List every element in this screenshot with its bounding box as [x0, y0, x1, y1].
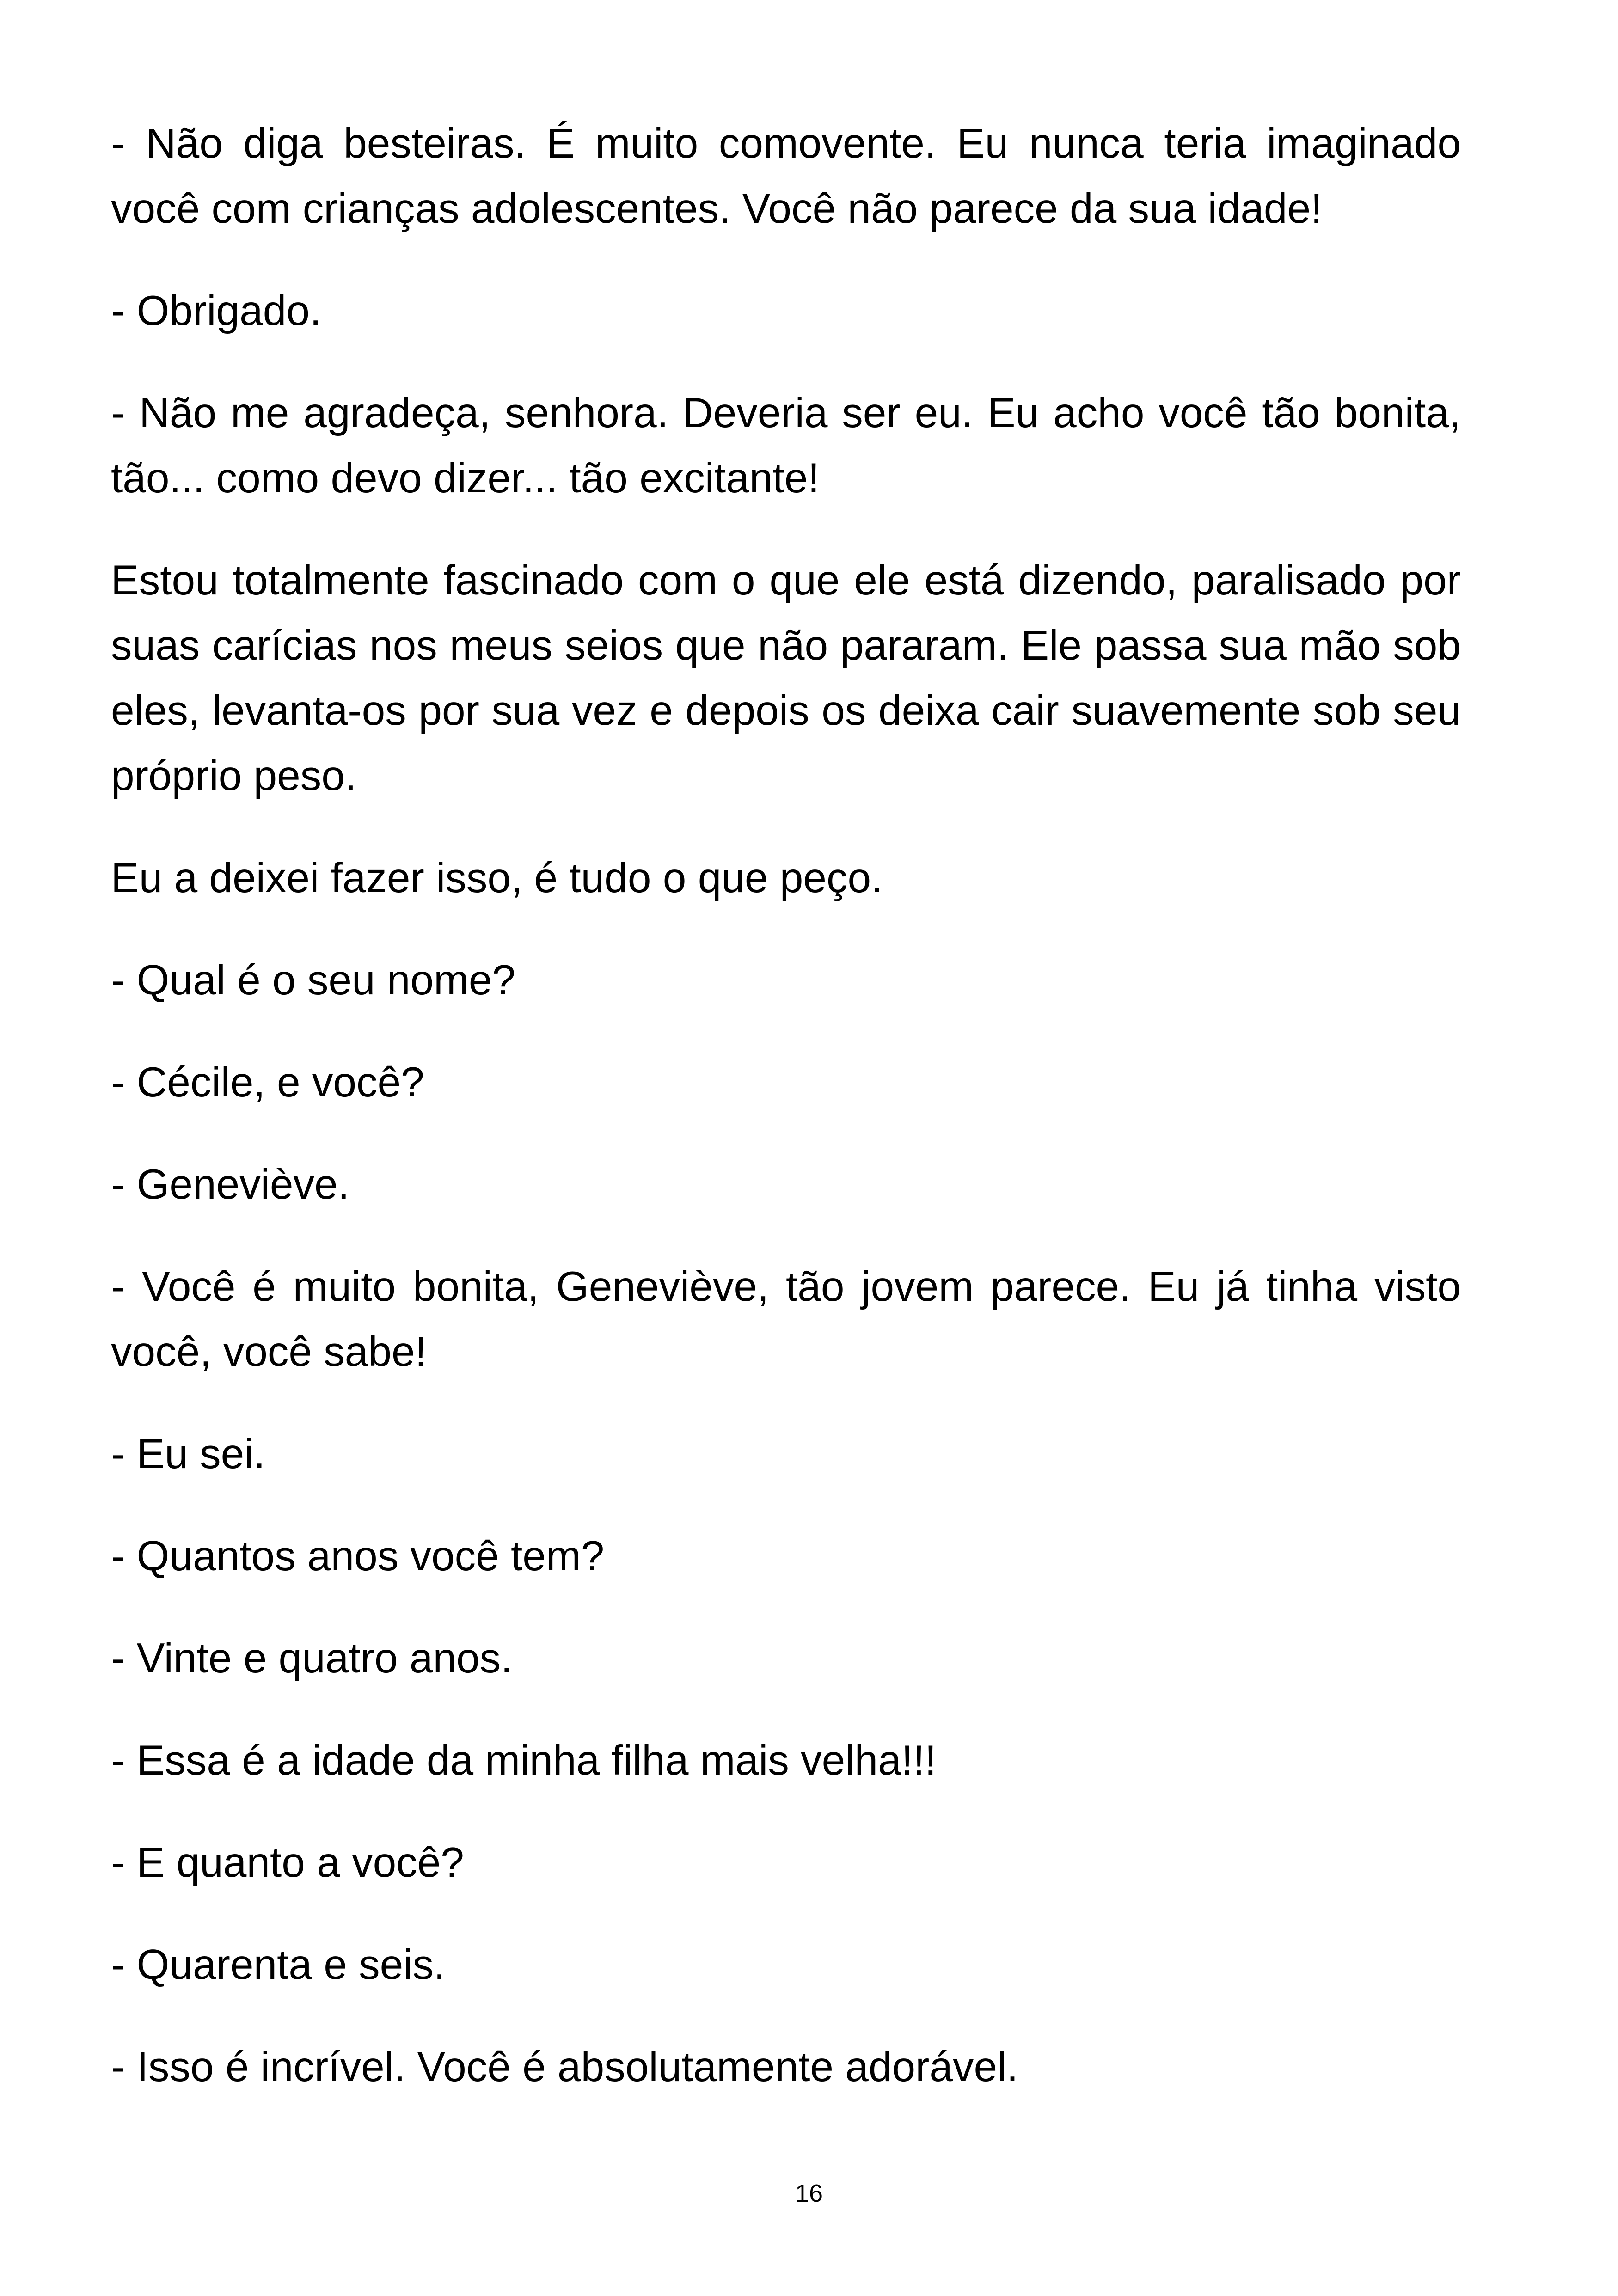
paragraph: - Vinte e quatro anos.	[111, 1635, 513, 1682]
paragraph: Eu a deixei fazer isso, é tudo o que peço.	[111, 855, 883, 901]
paragraph: - Qual é o seu nome?	[111, 957, 516, 1004]
paragraph: - Essa é a idade da minha filha mais velha!!!	[111, 1737, 937, 1784]
body-text	[111, 111, 1461, 2137]
paragraph: - Não me agradeça, senhora. Deveria ser eu. Eu acho você tão bonita, tão... como devo dizer... tão excitante!	[111, 390, 1461, 502]
paragraph: - Isso é incrível. Você é absolutamente adorável.	[111, 2044, 1018, 2090]
paragraph: - Não diga besteiras. É muito comovente. Eu nunca teria imaginado você com crianças adolescentes. Você não parece da sua idade!	[111, 120, 1461, 232]
paragraph: - E quanto a você?	[111, 1839, 464, 1886]
page-number: 16	[795, 2180, 823, 2207]
paragraph: - Cécile, e você?	[111, 1059, 424, 1106]
paragraph: - Obrigado.	[111, 288, 322, 334]
paragraph: - Eu sei.	[111, 1431, 265, 1477]
paragraph: - Quantos anos você tem?	[111, 1533, 605, 1580]
paragraph: - Geneviève.	[111, 1161, 349, 1208]
paragraph: - Quarenta e seis.	[111, 1941, 446, 1988]
paragraph: Estou totalmente fascinado com o que ele está dizendo, paralisado por suas carícias nos meus seios que não pararam. Ele passa sua mão sob eles, levanta-os por sua vez e depois os deixa cair suavemente sob seu próprio peso.	[111, 557, 1461, 799]
paragraph: - Você é muito bonita, Geneviève, tão jovem parece. Eu já tinha visto você, você sabe!	[111, 1263, 1461, 1375]
